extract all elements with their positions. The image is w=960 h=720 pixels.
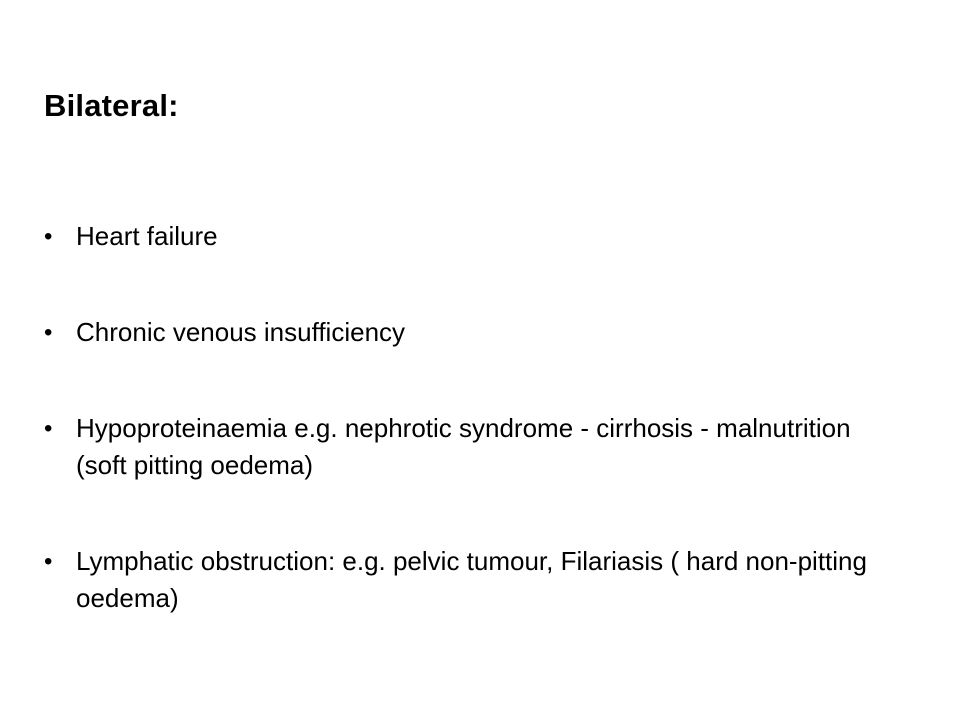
bullet-dot-icon: • xyxy=(44,548,53,575)
bullet-text: Heart failure xyxy=(76,221,218,251)
bullet-item-lymphatic-obstruction xyxy=(44,543,904,617)
bullet-dot-icon: • xyxy=(44,319,53,346)
bullet-text: Hypoproteinaemia e.g. nephrotic syndrome - cirrhosis - malnutrition (soft pitting oedema) xyxy=(76,413,851,480)
bullet-text: Chronic venous insufficiency xyxy=(76,317,406,347)
bullet-dot-icon: • xyxy=(44,415,53,442)
bullet-item-heart-failure xyxy=(44,218,904,255)
bullet-list xyxy=(44,218,904,676)
bullet-text: Lymphatic obstruction: e.g. pelvic tumour, Filariasis ( hard non-pitting oedema) xyxy=(76,546,867,613)
bullet-dot-icon: • xyxy=(44,223,53,250)
bullet-item-venous-insufficiency xyxy=(44,314,904,351)
bullet-item-hypoproteinaemia xyxy=(44,410,904,484)
slide-title: Bilateral: xyxy=(44,88,179,123)
